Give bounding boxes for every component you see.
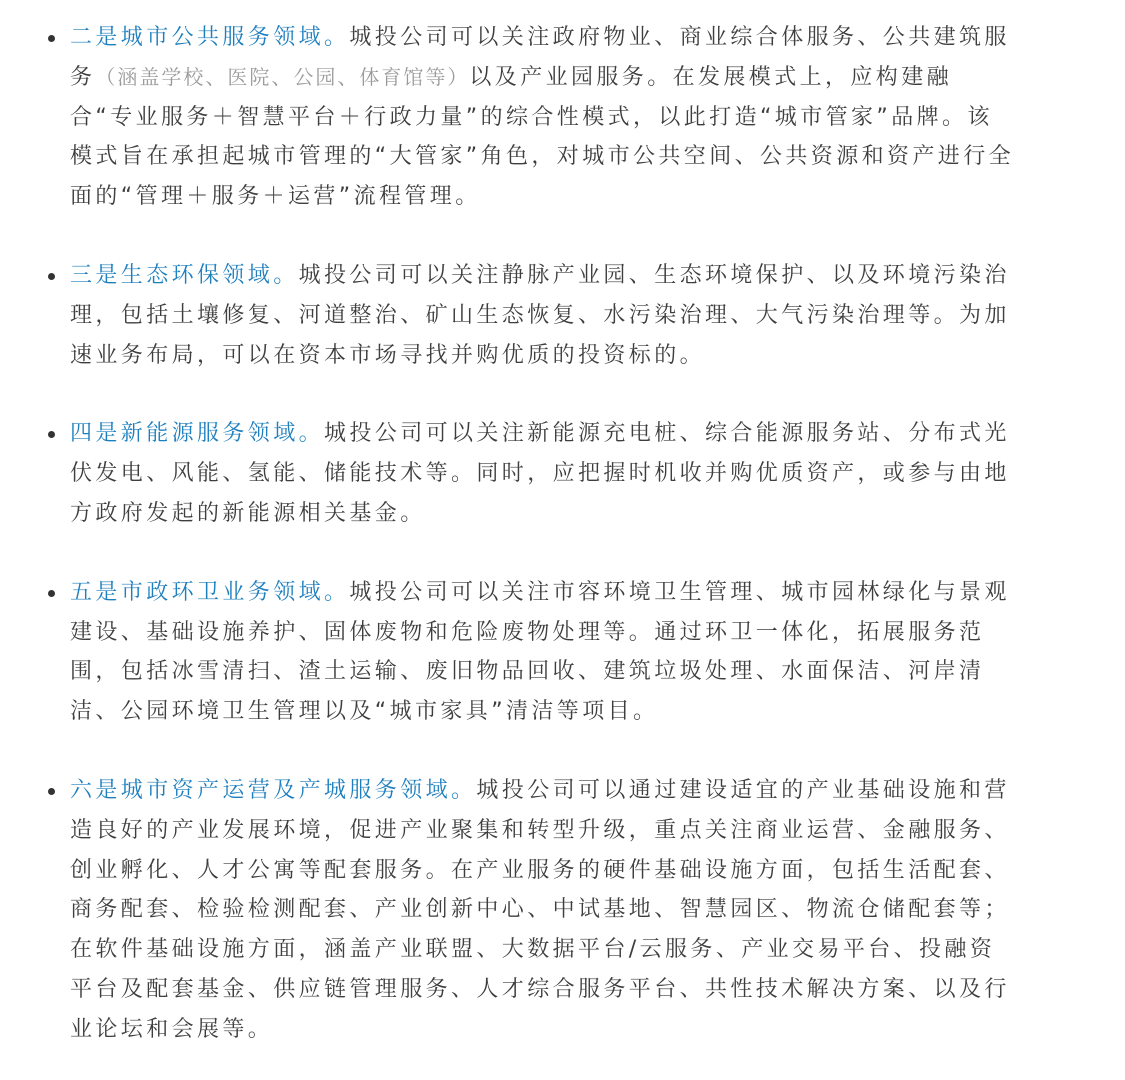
- bullet-dot-icon: [48, 273, 55, 280]
- item-heading: 六是城市资产运营及产城服务领域。: [70, 777, 477, 803]
- list-item-new-energy: [0, 414, 1015, 533]
- item-text: 城投公司可以关注市容环境卫生管理、城市园林绿化与景观建设、基础设施养护、固体废物和危险废物处理等。通过环卫一体化，拓展服务范围，包括冰雪清扫、渣土运输、废旧物品回收、建筑垃圾处理、水面保洁、河岸清洁、公园环境卫生管理以及“城市家具”清洁等项目。: [70, 579, 1010, 725]
- item-heading: 三是生态环保领域。: [70, 262, 299, 288]
- bullet-dot-icon: [48, 788, 55, 795]
- bullet-dot-icon: [48, 590, 55, 597]
- item-heading: 五是市政环卫业务领域。: [70, 579, 350, 605]
- list-item-asset-operation: [0, 771, 1015, 1050]
- item-text: 城投公司可以关注政府物业、商业综合体服务、公共建筑服务: [70, 25, 1010, 90]
- bullet-dot-icon: [48, 431, 55, 438]
- list-item-public-services: [0, 0, 1015, 217]
- list-item-sanitation: [0, 573, 1015, 732]
- item-text: 城投公司可以关注静脉产业园、生态环境保护、以及环境污染治理，包括土壤修复、河道整治、矿山生态恢复、水污染治理、大气污染治理等。为加速业务布局，可以在资本市场寻找并购优质的投资标的。: [70, 262, 1010, 368]
- bullet-dot-icon: [48, 35, 55, 42]
- list-item-eco-environment: [0, 256, 1015, 375]
- item-heading: 二是城市公共服务领域。: [70, 25, 350, 50]
- item-text: 城投公司可以通过建设适宜的产业基础设施和营造良好的产业发展环境，促进产业聚集和转型升级，重点关注商业运营、金融服务、创业孵化、人才公寓等配套服务。在产业服务的硬件基础设施方面，包括生活配套、商务配套、检验检测配套、产业创新中心、中试基地、智慧园区、物流仓储配套等；在软件基础设施方面，涵盖产业联盟、大数据平台/云服务、产业交易平台、投融资平台及配套基金、供应链管理服务、人才综合服务平台、共性技术解决方案、以及行业论坛和会展等。: [70, 777, 1010, 1042]
- item-heading: 四是新能源服务领域。: [70, 421, 325, 447]
- item-text: 以及产业园服务。在发展模式上，应构建融合“专业服务＋智慧平台＋行政力量”的综合性模式，以此打造“城市管家”品牌。该模式旨在承担起城市管理的“大管家”角色，对城市公共空间、公共资源和资产进行全面的“管理＋服务＋运营”流程管理。: [70, 64, 1014, 210]
- item-text: 城投公司可以关注新能源充电桩、综合能源服务站、分布式光伏发电、风能、氢能、储能技术等。同时，应把握时机收并购优质资产，或参与由地方政府发起的新能源相关基金。: [70, 421, 1010, 526]
- item-note: （涵盖学校、医院、公园、体育馆等）: [95, 64, 470, 89]
